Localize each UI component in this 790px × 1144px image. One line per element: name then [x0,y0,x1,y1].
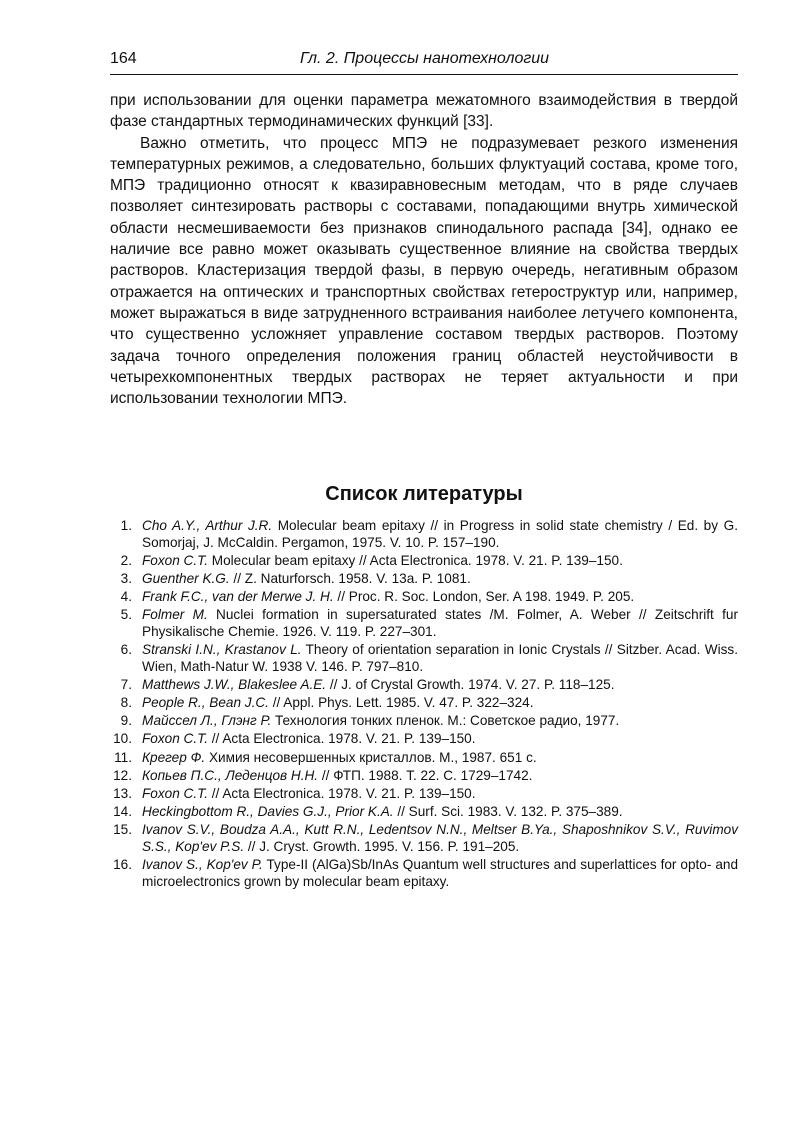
main-text [110,90,738,409]
reference-number: 11. [114,749,132,765]
references-heading: Список литературы [325,483,523,505]
reference-item [110,642,738,675]
reference-text: // Acta Electronica. 1978. V. 21. P. 139–150. [207,786,476,802]
reference-authors: Frank F.C., van der Merwe J. H. [142,589,334,605]
reference-text: Molecular beam epitaxy // in Progress in solid state chemistry / Ed. by G. Somorjaj, J. McCaldin. Pergamon, 1975. V. 10. P. 157–190. [142,518,738,550]
reference-item [110,677,738,694]
reference-authors: Guenther K.G. [142,570,230,586]
reference-number: 14. [113,804,132,820]
reference-item [110,857,738,890]
reference-authors: Cho A.Y., Arthur J.R. [142,518,273,533]
reference-text: // J. Cryst. Growth. 1995. V. 156. P. 191–205. [244,839,520,854]
reference-number: 1. [120,518,132,533]
reference-authors: Копьев П.С., Леденцов Н.Н. [142,767,319,783]
reference-authors: Heckingbottom R., Davies G.J., Prior K.A. [142,804,394,820]
reference-number: 15. [113,822,132,838]
reference-item [110,786,738,803]
reference-text: // Surf. Sci. 1983. V. 132. P. 375–389. [393,804,623,820]
reference-item [110,822,738,855]
reference-item [110,695,738,712]
reference-authors: Folmer M. [142,607,208,623]
reference-item [110,589,738,606]
reference-number: 6. [120,642,132,658]
reference-authors: Foxon C.T. [142,552,208,568]
reference-text: Molecular beam epitaxy // Acta Electronica. 1978. V. 21. P. 139–150. [207,552,623,568]
reference-text: Технология тонких пленок. М.: Советское радио, 1977. [271,713,620,729]
reference-text: // Z. Naturforsch. 1958. V. 13a. P. 1081. [229,570,471,586]
reference-item [110,713,738,730]
reference-text: // ФТП. 1988. Т. 22. С. 1729–1742. [318,767,533,783]
paragraph: при использовании для оценки параметра межатомного взаимодействия в твердой фазе стандартных термодинамических функций [33]. [110,92,738,131]
reference-authors: People R., Bean J.C. [142,695,269,711]
reference-number: 2. [120,552,132,568]
reference-authors: Stranski I.N., Krastanov L. [142,642,302,658]
reference-number: 16. [113,857,132,873]
reference-text: Nuclei formation in supersaturated states /M. Folmer, A. Weber // Zeitschrift fur Physikalische Chemie. 1926. V. 119. P. 227–301. [142,607,738,639]
reference-item [110,571,738,588]
reference-number: 13. [113,786,132,802]
reference-text: // Acta Electronica. 1978. V. 21. P. 139–150. [207,731,476,747]
reference-item [110,750,738,767]
reference-item [110,804,738,821]
paragraph: Важно отметить, что процесс МПЭ не подразумевает резкого изменения температурных режимов, а следовательно, больших флуктуаций состава, кроме того, МПЭ традиционно относят к квазиравновесным методам, что в ряде случаев позволяет синтезировать растворы с составами, попадающими внутрь химической области несмешиваемости без признаков спинодального распада [34], однако ее наличие все равно может оказывать существенное влияние на свойства твердых растворов. Кластеризация твердой фазы, в первую очередь, негативным образом отражается на оптических и транспортных свойствах гетероструктур или, например, может выражаться в виде затрудненного встраивания наиболее летучего компонента, что существенно усложняет управление составом твердых растворов. Поэтому задача точного определения положения границ областей неустойчивости в четырехкомпонентных твердых растворах не теряет актуальности и при использовании технологии МПЭ. [110,134,738,408]
reference-text: Химия несовершенных кристаллов. М., 1987. 651 с. [205,749,537,765]
reference-number: 9. [120,713,132,729]
running-title: Гл. 2. Процессы нанотехнологии [300,50,550,67]
reference-authors: Крегер Ф. [142,749,206,765]
reference-number: 12. [113,767,132,783]
reference-item [110,607,738,640]
reference-authors: Foxon C.T. [142,786,208,802]
reference-text: // Appl. Phys. Lett. 1985. V. 47. P. 322–324. [268,695,534,711]
reference-authors: Foxon C.T. [142,731,208,747]
reference-text: Type-II (AlGa)Sb/InAs Quantum well structures and superlattices for opto- and microelectronics grown by molecular beam epitaxy. [142,857,739,889]
reference-number: 8. [120,695,132,711]
running-header [110,46,738,75]
reference-text: Theory of orientation separation in Ionic Crystals // Sitzber. Acad. Wiss. Wien, Math-Natur W. 1938 V. 146. P. 797–810. [142,642,738,674]
reference-number: 3. [120,570,132,586]
references-list [110,518,738,892]
reference-item [110,768,738,785]
reference-number: 7. [120,676,132,692]
reference-item [110,553,738,570]
reference-text: // J. of Crystal Growth. 1974. V. 27. P. 118–125. [326,676,615,692]
reference-number: 10. [113,731,132,747]
reference-item [110,731,738,748]
reference-number: 5. [120,607,132,623]
page-number: 164 [110,50,137,67]
reference-text: // Proc. R. Soc. London, Ser. A 198. 1949. P. 205. [333,589,635,605]
reference-authors: Matthews J.W., Blakeslee A.E. [142,676,327,692]
reference-item [110,518,738,551]
reference-authors: Ivanov S., Kop'ev P. [142,857,263,873]
reference-authors: Ivanov S.V., Boudza A.A., Kutt R.N., Ledentsov N.N., Meltser B.Ya., Shaposhnikov S.V., Ruvimov S.S., Kop'ev P.S. [142,822,738,854]
reference-number: 4. [120,589,132,605]
reference-authors: Майссел Л., Глэнг Р. [142,713,272,729]
